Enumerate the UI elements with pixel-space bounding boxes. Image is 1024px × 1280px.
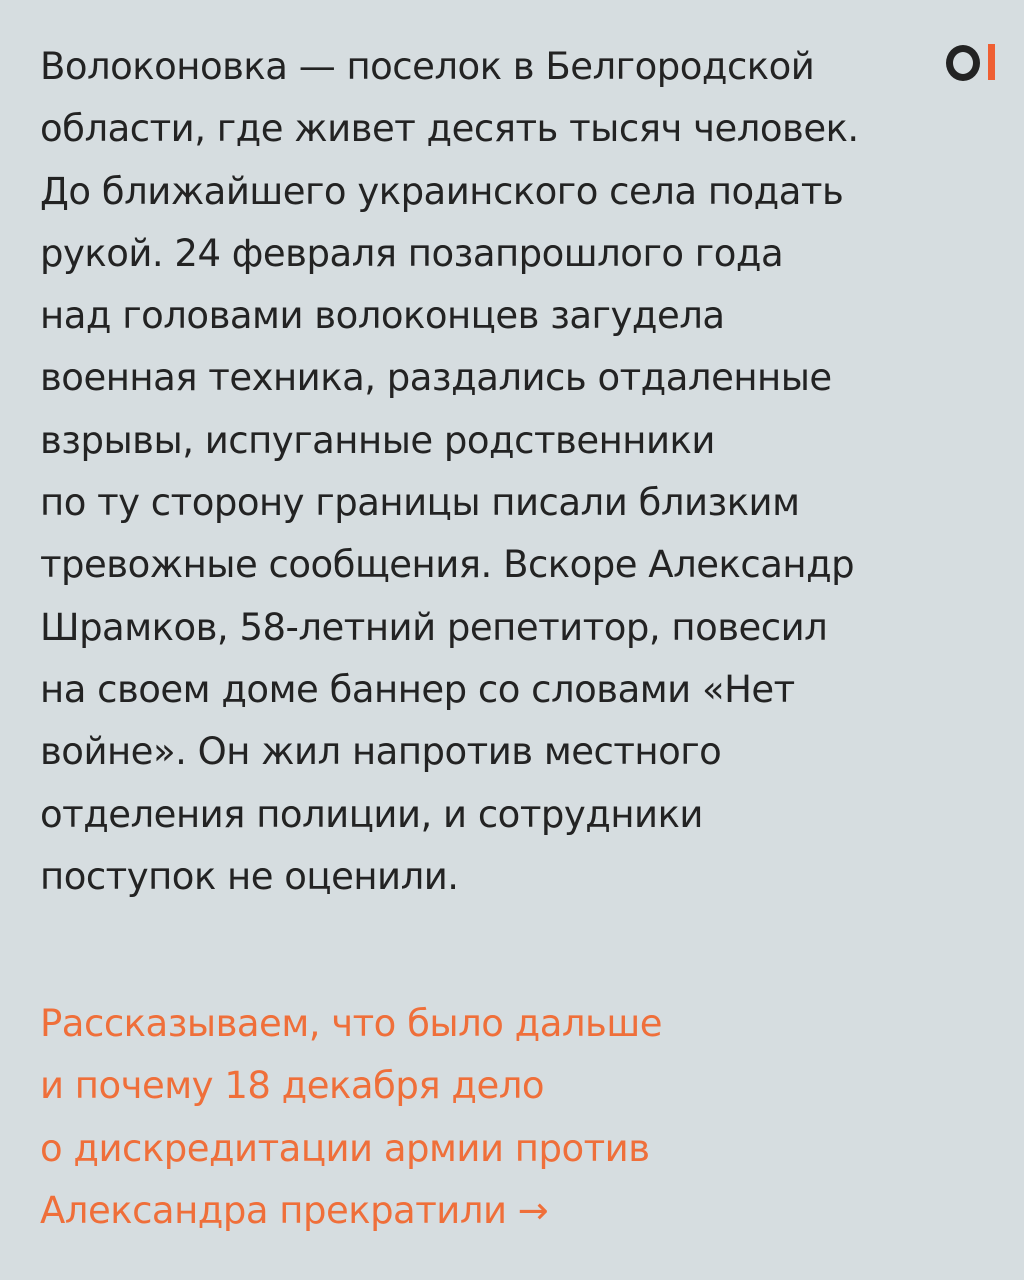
read-more-link[interactable] [40,993,1000,1242]
text-line: тревожные сообщения. Вскоре Александр [40,543,855,587]
cta-line: Рассказываем, что было дальше [40,1002,662,1045]
text-line: Шрамков, 58-летний репетитор, повесил [40,605,828,649]
text-line: отделения полиции, и сотрудники [40,792,703,836]
cta-line: Александра прекратили → [40,1188,549,1232]
article-text [40,36,1000,908]
text-line: над головами волоконцев загудела [40,294,725,338]
cta-line: о дискредитации армии против [40,1126,650,1170]
text-line: поступок не оценили. [40,854,459,898]
cta-line: и почему 18 декабря дело [40,1064,544,1108]
text-line: взрывы, испуганные родственники [40,418,715,462]
text-line: Волоконовка — поселок в Белгородской [40,45,815,88]
text-line: военная техника, раздались отдаленные [40,356,832,400]
text-line: на своем доме баннер со словами «Нет [40,667,795,711]
text-line: До ближайшего украинского села подать [40,169,844,213]
text-line: войне». Он жил напротив местного [40,730,722,774]
text-line: рукой. 24 февраля позапрошлого года [40,231,784,275]
text-line: по ту сторону границы писали близким [40,481,800,525]
text-line: области, где живет десять тысяч человек. [40,107,859,151]
